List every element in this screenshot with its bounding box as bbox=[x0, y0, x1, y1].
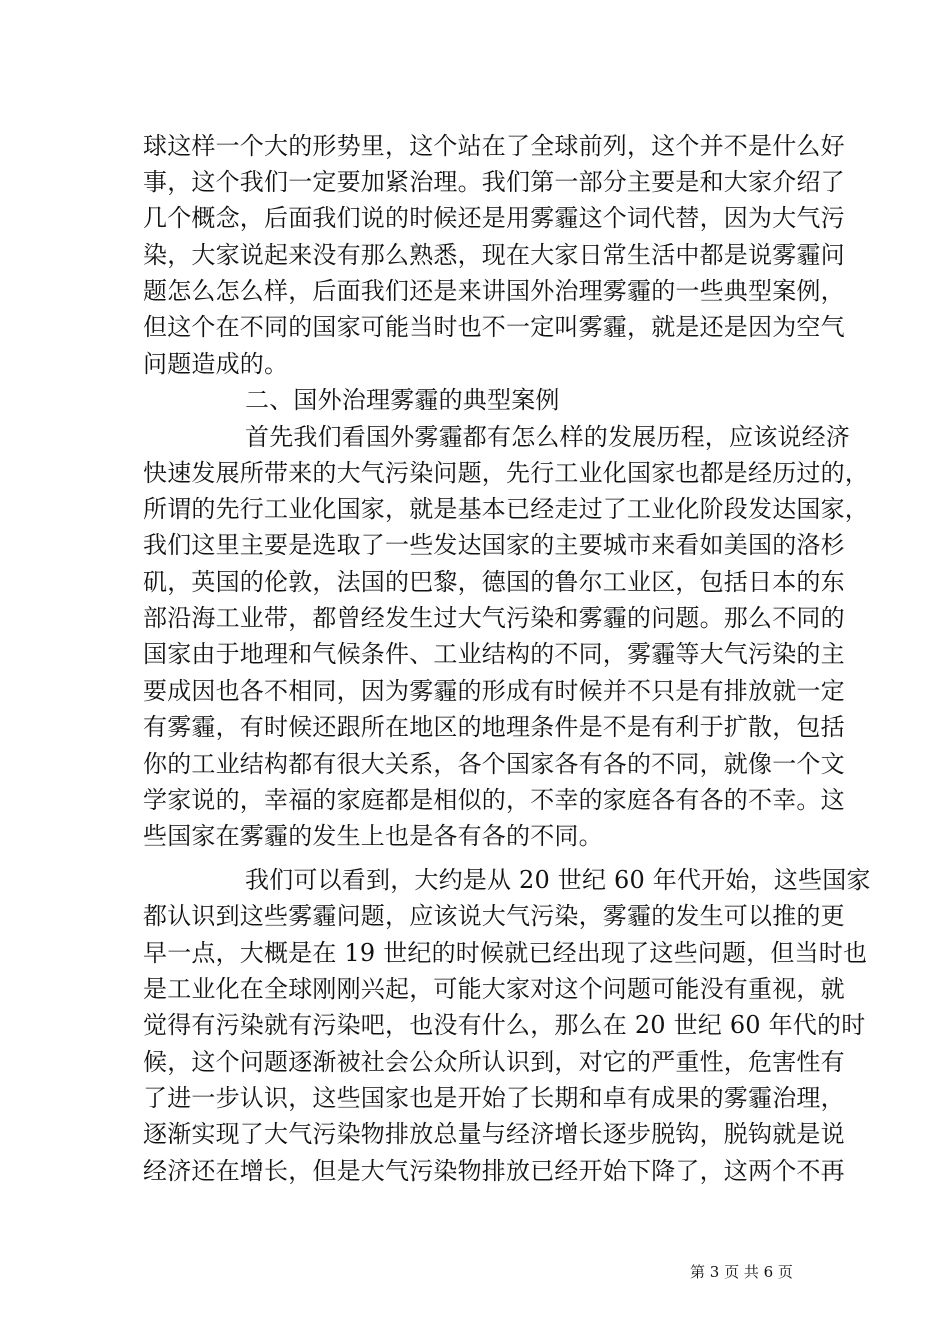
text-line: 矶，英国的伦敦，法国的巴黎，德国的鲁尔工业区，包括日本的东 bbox=[143, 568, 845, 596]
text-line: 我们这里主要是选取了一些发达国家的主要城市来看如美国的洛杉 bbox=[143, 531, 845, 559]
text-line: 早一点，大概是在 19 世纪的时候就已经出现了这些问题，但当时也 bbox=[143, 939, 868, 967]
text-line: 几个概念，后面我们说的时候还是用雾霾这个词代替，因为大气污 bbox=[143, 204, 845, 232]
text-line: 觉得有污染就有污染吧，也没有什么，那么在 20 世纪 60 年代的时 bbox=[143, 1011, 866, 1039]
text-line: 候，这个问题逐渐被社会公众所认识到，对它的严重性，危害性有 bbox=[143, 1048, 845, 1076]
text-line: 有雾霾，有时候还跟所在地区的地理条件是不是有利于扩散，包括 bbox=[143, 713, 845, 741]
text-line: 经济还在增长，但是大气污染物排放已经开始下降了，这两个不再 bbox=[143, 1157, 845, 1185]
text-line: 所谓的先行工业化国家，就是基本已经走过了工业化阶段发达国家， bbox=[143, 495, 869, 523]
text-line: 些国家在雾霾的发生上也是各有各的不同。 bbox=[143, 822, 603, 850]
text-line: 但这个在不同的国家可能当时也不一定叫雾霾，就是还是因为空气 bbox=[143, 313, 845, 341]
text-line: 国家由于地理和气候条件、工业结构的不同，雾霾等大气污染的主 bbox=[143, 640, 845, 668]
text-line: 我们可以看到，大约是从 20 世纪 60 年代开始，这些国家 bbox=[245, 866, 871, 894]
text-line: 都认识到这些雾霾问题，应该说大气污染，雾霾的发生可以推的更 bbox=[143, 902, 845, 930]
text-line: 球这样一个大的形势里，这个站在了全球前列，这个并不是什么好 bbox=[143, 132, 845, 160]
text-line: 你的工业结构都有很大关系，各个国家各有各的不同，就像一个文 bbox=[143, 750, 845, 778]
section-heading: 二、国外治理雾霾的典型案例 bbox=[245, 386, 560, 414]
text-line: 逐渐实现了大气污染物排放总量与经济增长逐步脱钩，脱钩就是说 bbox=[143, 1120, 845, 1148]
text-line: 事，这个我们一定要加紧治理。我们第一部分主要是和大家介绍了 bbox=[143, 168, 845, 196]
text-line: 题怎么怎么样，后面我们还是来讲国外治理雾霾的一些典型案例， bbox=[143, 277, 845, 305]
text-line: 快速发展所带来的大气污染问题，先行工业化国家也都是经历过的， bbox=[143, 459, 869, 487]
text-line: 了进一步认识，这些国家也是开始了长期和卓有成果的雾霾治理， bbox=[143, 1084, 845, 1112]
text-line: 是工业化在全球刚刚兴起，可能大家对这个问题可能没有重视，就 bbox=[143, 975, 845, 1003]
text-line: 问题造成的。 bbox=[143, 350, 289, 378]
text-line: 部沿海工业带，都曾经发生过大气污染和雾霾的问题。那么不同的 bbox=[143, 604, 845, 632]
page-number: 第 3 页 共 6 页 bbox=[690, 1263, 793, 1281]
text-line: 学家说的，幸福的家庭都是相似的，不幸的家庭各有各的不幸。这 bbox=[143, 786, 845, 814]
text-line: 要成因也各不相同，因为雾霾的形成有时候并不只是有排放就一定 bbox=[143, 677, 845, 705]
text-line: 首先我们看国外雾霾都有怎么样的发展历程，应该说经济 bbox=[245, 423, 850, 451]
text-line: 染，大家说起来没有那么熟悉，现在大家日常生活中都是说雾霾问 bbox=[143, 241, 845, 269]
